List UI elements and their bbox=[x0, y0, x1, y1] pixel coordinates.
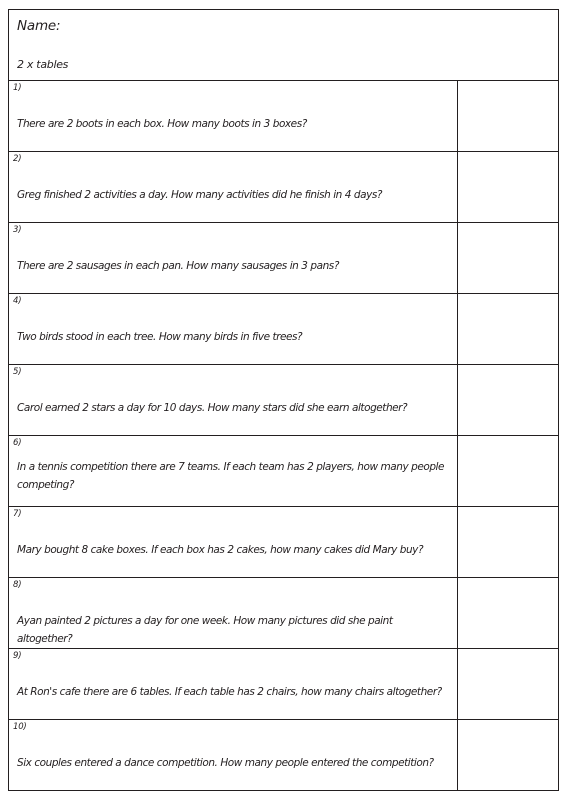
question-cell bbox=[9, 507, 458, 577]
question-cell bbox=[9, 436, 458, 506]
question-cell bbox=[9, 81, 458, 151]
question-number: 8) bbox=[13, 580, 22, 590]
question-number: 5) bbox=[13, 367, 22, 377]
question-text: Two birds stood in each tree. How many birds in five trees? bbox=[17, 331, 303, 343]
question-row bbox=[9, 507, 558, 578]
answer-box[interactable] bbox=[458, 578, 558, 648]
question-row bbox=[9, 81, 558, 152]
question-cell bbox=[9, 365, 458, 435]
question-text: Six couples entered a dance competition. How many people entered the competition? bbox=[17, 757, 434, 769]
question-cell bbox=[9, 649, 458, 719]
worksheet-title: 2 x tables bbox=[17, 58, 69, 71]
question-number: 3) bbox=[13, 225, 22, 235]
question-row bbox=[9, 720, 558, 790]
question-text: Mary bought 8 cake boxes. If each box has 2 cakes, how many cakes did Mary buy? bbox=[17, 544, 424, 556]
question-table bbox=[9, 81, 558, 790]
answer-box[interactable] bbox=[458, 436, 558, 506]
question-number: 2) bbox=[13, 154, 22, 164]
question-row bbox=[9, 578, 558, 649]
answer-box[interactable] bbox=[458, 649, 558, 719]
question-text: At Ron's cafe there are 6 tables. If each table has 2 chairs, how many chairs altogether? bbox=[17, 686, 442, 698]
answer-box[interactable] bbox=[458, 720, 558, 790]
answer-box[interactable] bbox=[458, 81, 558, 151]
question-number: 4) bbox=[13, 296, 22, 306]
question-number: 7) bbox=[13, 509, 22, 519]
question-cell bbox=[9, 720, 458, 790]
name-label: Name: bbox=[17, 18, 61, 34]
question-number: 10) bbox=[13, 722, 27, 732]
answer-box[interactable] bbox=[458, 507, 558, 577]
question-text: Greg finished 2 activities a day. How many activities did he finish in 4 days? bbox=[17, 189, 382, 201]
question-row bbox=[9, 649, 558, 720]
question-cell bbox=[9, 152, 458, 222]
question-row bbox=[9, 436, 558, 507]
question-text: In a tennis competition there are 7 teams. If each team has 2 players, how many people competing? bbox=[17, 461, 445, 491]
question-text: There are 2 sausages in each pan. How many sausages in 3 pans? bbox=[17, 260, 339, 272]
question-row bbox=[9, 294, 558, 365]
question-row bbox=[9, 152, 558, 223]
answer-box[interactable] bbox=[458, 365, 558, 435]
answer-box[interactable] bbox=[458, 223, 558, 293]
worksheet bbox=[8, 9, 559, 791]
worksheet-header bbox=[9, 10, 558, 81]
question-row bbox=[9, 365, 558, 436]
question-number: 1) bbox=[13, 83, 22, 93]
question-text: There are 2 boots in each box. How many boots in 3 boxes? bbox=[17, 118, 307, 130]
answer-box[interactable] bbox=[458, 294, 558, 364]
answer-box[interactable] bbox=[458, 152, 558, 222]
question-text: Ayan painted 2 pictures a day for one week. How many pictures did she paint altogether? bbox=[17, 615, 393, 645]
question-cell bbox=[9, 223, 458, 293]
question-number: 9) bbox=[13, 651, 22, 661]
question-number: 6) bbox=[13, 438, 22, 448]
question-row bbox=[9, 223, 558, 294]
question-cell bbox=[9, 294, 458, 364]
question-cell bbox=[9, 578, 458, 648]
question-text: Carol earned 2 stars a day for 10 days. How many stars did she earn altogether? bbox=[17, 402, 408, 414]
